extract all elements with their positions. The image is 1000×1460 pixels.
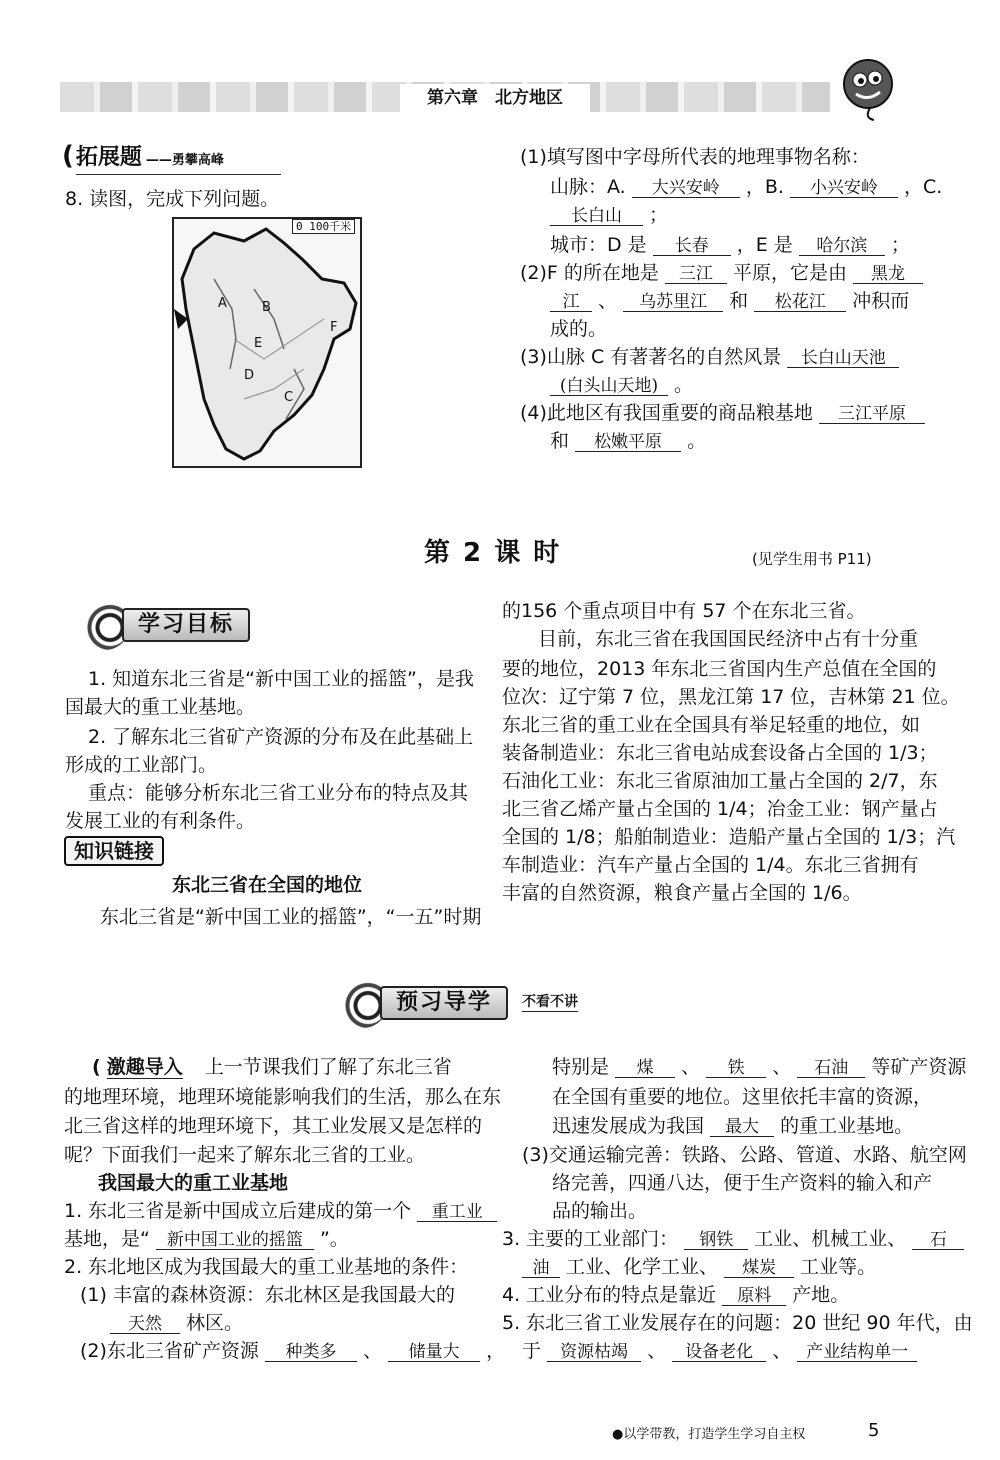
q8-part2-line3: 成的。 bbox=[550, 318, 608, 340]
footer-slogan: ●以学带教，打造学生学习自主权 bbox=[612, 1427, 806, 1442]
knowledge-right-9: 全国的 1/8；船舶制造业：造船产量占全国的 1/3；汽 bbox=[502, 826, 956, 848]
right-1-sep2: 、 bbox=[772, 1056, 792, 1078]
right-8-post: 工业等。 bbox=[800, 1256, 877, 1278]
chapter-title: 第六章 北方地区 bbox=[400, 84, 590, 112]
part2-tail: 冲积而 bbox=[852, 290, 910, 312]
goal-line-4: 形成的工业部门。 bbox=[65, 754, 218, 776]
part2-prefix: (2)F 的所在地是 bbox=[520, 262, 659, 284]
map-label-c: C bbox=[284, 390, 294, 405]
answer-scenery2: (白头山天地) bbox=[550, 378, 668, 396]
goal-line-6: 发展工业的有利条件。 bbox=[65, 810, 256, 832]
knowledge-right-4: 位次：辽宁第 7 位，黑龙江第 17 位，吉林第 21 位。 bbox=[502, 686, 960, 708]
right-line-4: (3)交通运输完善：铁路、公路、管道、水路、航空网 bbox=[522, 1144, 967, 1166]
part4-end: 。 bbox=[687, 430, 707, 452]
answer-heavy-industry: 重工业 bbox=[417, 1204, 497, 1222]
knowledge-right-10: 车制造业：汽车产量占全国的 1/4。东北三省拥有 bbox=[502, 854, 919, 876]
semicolon-1: ； bbox=[649, 204, 669, 226]
answer-a: 大兴安岭 bbox=[632, 180, 740, 198]
answer-f: 三江 bbox=[665, 266, 727, 284]
city-prefix: 城市：D 是 bbox=[550, 234, 647, 256]
item-2-2-text: (2)东北三省矿产资源 bbox=[80, 1340, 259, 1362]
item-1-line-1 bbox=[64, 1202, 497, 1222]
right-line-3 bbox=[552, 1117, 913, 1137]
page-number: 5 bbox=[868, 1420, 880, 1441]
right-line-2: 在全国有重要的地位。这里依托丰富的资源， bbox=[552, 1086, 933, 1108]
preview-banner-label: 预习导学 bbox=[380, 986, 508, 1020]
mountain-b-label: ，B. bbox=[745, 176, 784, 198]
item-2-1b-text: 林区。 bbox=[186, 1312, 244, 1334]
knowledge-right-11: 丰富的自然资源，粮食产量占全国的 1/6。 bbox=[502, 882, 862, 904]
answer-iron: 铁 bbox=[706, 1060, 766, 1078]
item-2-2-sep: 、 bbox=[363, 1340, 383, 1362]
right-line-9 bbox=[502, 1286, 849, 1306]
item-2-2-line bbox=[80, 1342, 505, 1362]
item-2-1-line: (1) 丰富的森林资源：东北林区是我国最大的 bbox=[80, 1284, 455, 1306]
item-1-text: 1. 东北三省是新中国成立后建成的第一个 bbox=[64, 1200, 412, 1222]
map-scale: 0 100千米 bbox=[292, 219, 355, 234]
knowledge-tag: 知识链接 bbox=[64, 836, 164, 866]
answer-oil: 石油 bbox=[797, 1060, 865, 1078]
goal-line-1: 1. 知道东北三省是“新中国工业的摇篮”，是我 bbox=[88, 668, 474, 690]
right-1-pre: 特别是 bbox=[552, 1056, 610, 1078]
q8-part3-line2 bbox=[550, 376, 693, 396]
q8-part3-line1 bbox=[520, 348, 899, 368]
answer-base2: 松嫩平原 bbox=[575, 434, 681, 452]
right-line-6: 品的输出。 bbox=[552, 1200, 648, 1222]
item-2-line: 2. 东北地区成为我国最大的重工业基地的条件： bbox=[64, 1256, 469, 1278]
right-1-sep1: 、 bbox=[681, 1056, 701, 1078]
right-8-mid: 工业、化学工业、 bbox=[566, 1256, 719, 1278]
knowledge-left-line: 东北三省是“新中国工业的摇篮”，“一五”时期 bbox=[100, 906, 482, 928]
lesson-title: 第 2 课 时 bbox=[424, 538, 562, 568]
q8-stem: 8. 读图，完成下列问题。 bbox=[65, 188, 280, 210]
intro-line-4: 呢？下面我们一起来了解东北三省的工业。 bbox=[64, 1144, 426, 1166]
right-3-post: 的重工业基地。 bbox=[780, 1115, 914, 1137]
map-label-d: D bbox=[244, 368, 255, 383]
right-11-pre: 于 bbox=[522, 1340, 542, 1362]
map-label-a: A bbox=[218, 296, 227, 311]
item-2-1b-line bbox=[110, 1314, 243, 1334]
intro-text-1: 上一节课我们了解了东北三省 bbox=[204, 1056, 452, 1078]
knowledge-right-3: 要的地位，2013 年东北三省国内生产总值在全国的 bbox=[502, 658, 937, 680]
part4-prefix: (4)此地区有我国重要的商品粮基地 bbox=[520, 402, 813, 424]
preview-banner bbox=[338, 978, 578, 1028]
mountain-c-label: ，C. bbox=[903, 176, 943, 198]
q8-cities-line bbox=[550, 236, 910, 256]
q8-part4-line1 bbox=[520, 404, 925, 424]
knowledge-right-7: 石油化工业：东北三省原油加工量占全国的 2/7，东 bbox=[502, 770, 938, 792]
item-1-line-2 bbox=[64, 1230, 349, 1250]
answer-raw-material: 原料 bbox=[722, 1288, 786, 1306]
answer-steel: 钢铁 bbox=[684, 1232, 748, 1250]
answer-reserves: 储量大 bbox=[388, 1344, 480, 1362]
item-2-2-comma: ， bbox=[486, 1340, 506, 1362]
right-line-1 bbox=[552, 1058, 966, 1078]
intro-section: 我国最大的重工业基地 bbox=[98, 1172, 289, 1194]
goal-line-3: 2. 了解东北三省矿产资源的分布及在此基础上 bbox=[88, 726, 474, 748]
tuozhan-title: 拓展题 bbox=[75, 145, 142, 170]
tuozhan-heading bbox=[62, 143, 224, 169]
goal-line-2: 国最大的重工业基地。 bbox=[65, 696, 256, 718]
answer-c: 长白山 bbox=[550, 208, 643, 226]
goals-banner-label: 学习目标 bbox=[122, 608, 250, 642]
right-9-pre: 4. 工业分布的特点是靠近 bbox=[502, 1284, 717, 1306]
right-7-pre: 3. 主要的工业部门： bbox=[502, 1228, 679, 1250]
answer-base1: 三江平原 bbox=[819, 406, 925, 424]
knowledge-right-1: 的156 个重点项目中有 57 个在东北三省。 bbox=[502, 600, 866, 622]
right-3-pre: 迅速发展成为我国 bbox=[552, 1115, 705, 1137]
preview-tag: 不看不讲 bbox=[522, 993, 579, 1010]
right-line-10: 5. 东北三省工业发展存在的问题：20 世纪 90 年代，由 bbox=[502, 1312, 973, 1334]
right-9-post: 产地。 bbox=[792, 1284, 850, 1306]
goals-banner bbox=[80, 600, 250, 650]
answer-b: 小兴安岭 bbox=[790, 180, 898, 198]
right-11-sep1: 、 bbox=[647, 1340, 667, 1362]
knowledge-right-8: 北三省乙烯产量占全国的 1/4；冶金工业：钢产量占 bbox=[502, 798, 938, 820]
right-line-7 bbox=[502, 1230, 964, 1250]
mountain-prefix: 山脉：A. bbox=[550, 176, 626, 198]
tuozhan-swoosh-icon: ( bbox=[62, 141, 74, 171]
map-label-b: B bbox=[262, 300, 271, 315]
part3-end: 。 bbox=[674, 374, 694, 396]
item-1-pre: 基地，是“ bbox=[64, 1228, 150, 1250]
answer-coal: 煤 bbox=[615, 1060, 675, 1078]
knowledge-right-2: 目前，东北三省在我国国民经济中占有十分重 bbox=[538, 628, 919, 650]
part3-prefix: (3)山脉 C 有著著名的自然风景 bbox=[520, 346, 782, 368]
answer-scenery1: 长白山天池 bbox=[787, 350, 899, 368]
q8-mountain-c-line bbox=[550, 206, 668, 226]
answer-river1a: 黑龙 bbox=[853, 266, 923, 284]
tuozhan-subtitle: ——勇攀高峰 bbox=[145, 153, 224, 168]
part2-and: 和 bbox=[729, 290, 749, 312]
part2-mid: 平原，它是由 bbox=[732, 262, 847, 284]
q8-part4-line2 bbox=[550, 432, 706, 452]
tuozhan-rule bbox=[76, 174, 281, 175]
map-label-f: F bbox=[330, 320, 338, 335]
part4-and: 和 bbox=[550, 430, 570, 452]
q8-part2-line2 bbox=[550, 292, 909, 312]
intro-line-1 bbox=[92, 1058, 452, 1077]
right-1-post: 等矿产资源 bbox=[871, 1056, 967, 1078]
mascot-icon bbox=[840, 56, 898, 122]
right-line-11 bbox=[522, 1342, 917, 1362]
answer-river2: 乌苏里江 bbox=[623, 294, 723, 312]
goal-line-5: 重点：能够分析东北三省工业分布的特点及其 bbox=[88, 782, 469, 804]
q8-part2-line1 bbox=[520, 264, 923, 284]
answer-river1b: 江 bbox=[550, 294, 592, 312]
knowledge-subtitle: 东北三省在全国的地位 bbox=[172, 874, 363, 896]
intro-line-2: 的地理环境，地理环境能影响我们的生活，那么在东 bbox=[64, 1086, 502, 1108]
intro-label: 激趣导入 bbox=[106, 1056, 183, 1078]
answer-cradle: 新中国工业的摇篮 bbox=[156, 1232, 314, 1250]
answer-petro-1: 石 bbox=[912, 1232, 964, 1250]
q8-part1-title: (1)填写图中字母所代表的地理事物名称： bbox=[520, 146, 870, 168]
q8-mountains-line bbox=[550, 178, 942, 198]
answer-d: 长春 bbox=[653, 238, 731, 256]
answer-natural: 天然 bbox=[110, 1316, 180, 1334]
item-1-post: ”。 bbox=[319, 1228, 349, 1250]
right-line-5: 络完善，四通八达，便于生产资料的输入和产 bbox=[552, 1172, 933, 1194]
answer-structure: 产业结构单一 bbox=[797, 1344, 917, 1362]
part2-sep: 、 bbox=[598, 290, 618, 312]
northeast-map bbox=[172, 217, 362, 468]
right-11-sep2: 、 bbox=[772, 1340, 792, 1362]
answer-river3: 松花江 bbox=[754, 294, 846, 312]
right-7-mid: 工业、机械工业、 bbox=[754, 1228, 907, 1250]
right-line-8 bbox=[522, 1258, 876, 1278]
knowledge-right-5: 东北三省的重工业在全国具有举足轻重的地位，如 bbox=[502, 714, 921, 736]
intro-swoosh-icon: ( bbox=[92, 1056, 101, 1078]
knowledge-right-6: 装备制造业：东北三省电站成套设备占全国的 1/3； bbox=[502, 742, 938, 764]
answer-aging: 设备老化 bbox=[672, 1344, 766, 1362]
answer-largest: 最大 bbox=[710, 1119, 774, 1137]
answer-variety: 种类多 bbox=[265, 1344, 357, 1362]
map-label-e: E bbox=[254, 336, 263, 351]
intro-line-3: 北三省这样的地理环境下，其工业发展又是怎样的 bbox=[64, 1115, 483, 1137]
lesson-ref: (见学生用书 P11) bbox=[752, 550, 872, 568]
answer-e: 哈尔滨 bbox=[799, 238, 885, 256]
semicolon-2: ； bbox=[890, 234, 910, 256]
answer-coal-industry: 煤炭 bbox=[724, 1260, 794, 1278]
answer-depletion: 资源枯竭 bbox=[547, 1344, 641, 1362]
answer-petro-2: 油 bbox=[522, 1260, 560, 1278]
city-e-label: ，E 是 bbox=[736, 234, 793, 256]
